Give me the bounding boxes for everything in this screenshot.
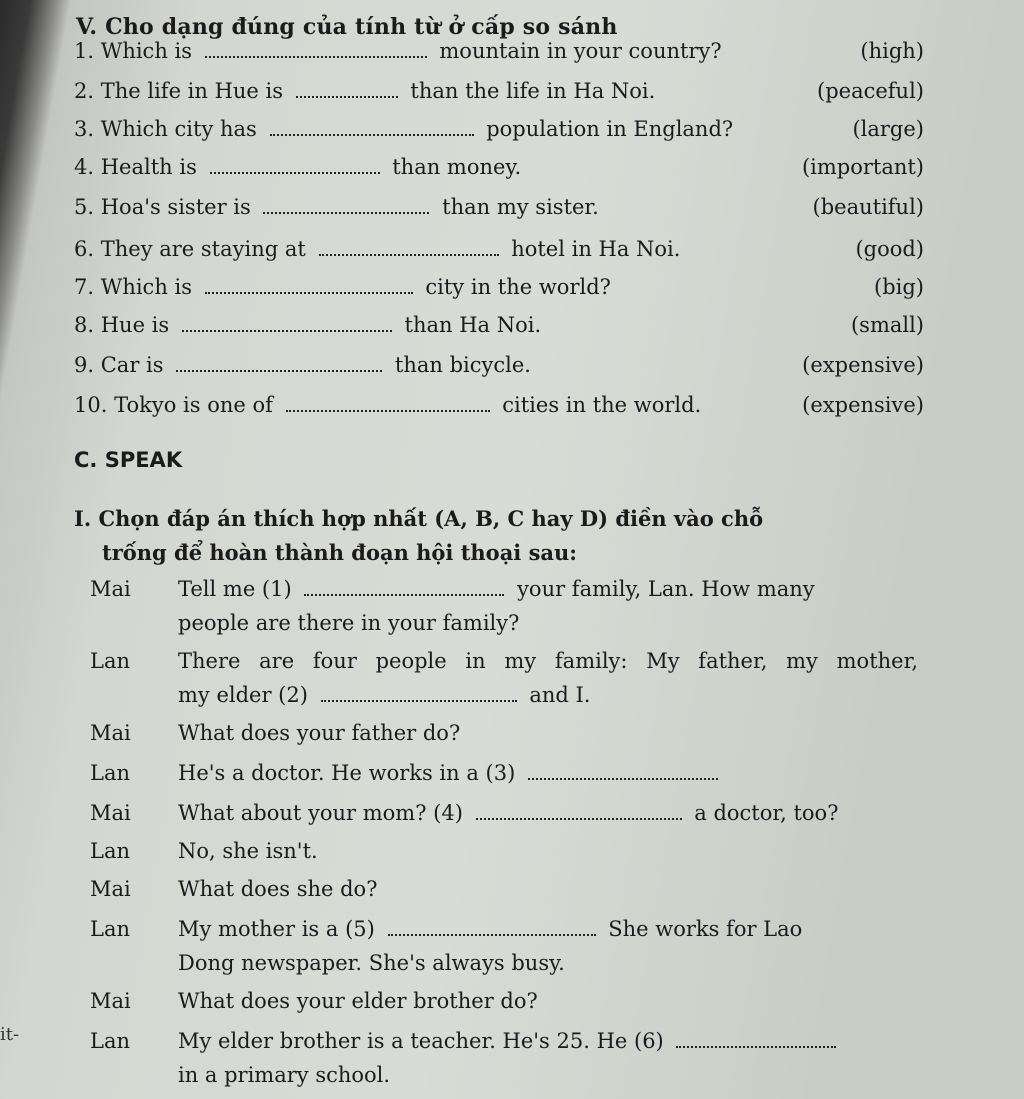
speaker: Lan (90, 917, 130, 941)
answer-blank[interactable] (296, 76, 398, 98)
speaker: Mai (90, 877, 131, 901)
answer-blank[interactable] (205, 272, 413, 294)
exercise-item: 9. Car is than bicycle. (expensive) (74, 348, 924, 382)
answer-blank[interactable] (176, 350, 382, 372)
exercise-item: 5. Hoa's sister is than my sister. (beautiful) (74, 190, 924, 224)
speaker: Mai (90, 577, 131, 601)
answer-blank[interactable] (263, 192, 429, 214)
exercise-item: 3. Which city has population in England? (large) (74, 112, 924, 146)
speaker: Lan (90, 761, 130, 785)
exercise-item: 8. Hue is than Ha Noi. (small) (74, 308, 924, 342)
exercise-item: 2. The life in Hue is than the life in Ha Noi. (peaceful) (74, 74, 924, 108)
answer-blank[interactable] (205, 36, 427, 58)
answer-blank[interactable] (182, 310, 392, 332)
section-v-heading: V. Cho dạng đúng của tính từ ở cấp so sánh (76, 14, 618, 40)
answer-blank[interactable] (304, 574, 504, 596)
section-c-heading: C. SPEAK (74, 448, 183, 472)
answer-blank[interactable] (321, 680, 517, 702)
task-instruction: I. Chọn đáp án thích hợp nhất (A, B, C hay D) điền vào chỗ trống để hoàn thành đoạn hội thoại sau: (74, 506, 764, 565)
answer-blank[interactable] (270, 114, 474, 136)
hint: (high) (860, 39, 924, 63)
speaker: Lan (90, 649, 130, 673)
exercise-item: 7. Which is city in the world? (big) (74, 270, 924, 304)
hint: (peaceful) (817, 79, 924, 103)
hint: (important) (801, 155, 924, 179)
answer-blank[interactable] (676, 1026, 836, 1048)
speaker: Mai (90, 989, 131, 1013)
margin-mark: it- (0, 1024, 20, 1045)
exercise-item: 6. They are staying at hotel in Ha Noi. (good) (74, 232, 924, 266)
speaker: Lan (90, 1029, 130, 1053)
hint: (expensive) (802, 393, 924, 417)
answer-blank[interactable] (319, 234, 499, 256)
hint: (beautiful) (812, 195, 924, 219)
exercise-item: 1. Which is mountain in your country? (high) (74, 34, 924, 68)
speaker: Mai (90, 801, 131, 825)
speaker: Lan (90, 839, 130, 863)
textbook-page: V. Cho dạng đúng của tính từ ở cấp so sánh 1. Which is mountain in your country? (high) 2. The life in Hue is than the life in Ha Noi. (peaceful) 3. Which city has population in England? (large) 4. Health is than money. (important) 5. Hoa's sister is than my sister. (beautiful) 6. They are staying at hotel in Ha Noi. (good) 7. Which is city in the world? (big) 8. Hue is than Ha Noi. (small) 9. Car is than bicycle. (expensive) 10. Tokyo is one of cities in the world. (expensive) C. SPEAK I. Chọn đáp án thích hợp nhất (A, B, C hay D) điền vào chỗ trống để hoàn thành đoạn hội thoại sau: Mai Tell me (1) your family, Lan. How many people are there in your family? Lan There are four people in my family: My father, my mother, my elder (2) and I. Mai What does your father do? Lan He's a doctor. He works in a (3) Mai What about your mom? (4) a doctor, too? Lan No, she isn't. Mai What does she do? Lan My mother is a (5) She works for Lao Dong newspaper. She's always busy. Mai What does your elder brother do? Lan My elder brother is a teacher. He's 25. He (6) in a primary school. (74, 14, 924, 1087)
answer-blank[interactable] (528, 758, 718, 780)
answer-blank[interactable] (210, 152, 380, 174)
hint: (large) (852, 117, 924, 141)
answer-blank[interactable] (388, 914, 596, 936)
hint: (small) (850, 313, 924, 337)
answer-blank[interactable] (476, 798, 682, 820)
exercise-item: 4. Health is than money. (important) (74, 150, 924, 184)
answer-blank[interactable] (286, 390, 490, 412)
hint: (big) (874, 275, 924, 299)
exercise-item: 10. Tokyo is one of cities in the world. (expensive) (74, 388, 924, 422)
hint: (good) (855, 237, 924, 261)
hint: (expensive) (802, 353, 924, 377)
speaker: Mai (90, 721, 131, 745)
